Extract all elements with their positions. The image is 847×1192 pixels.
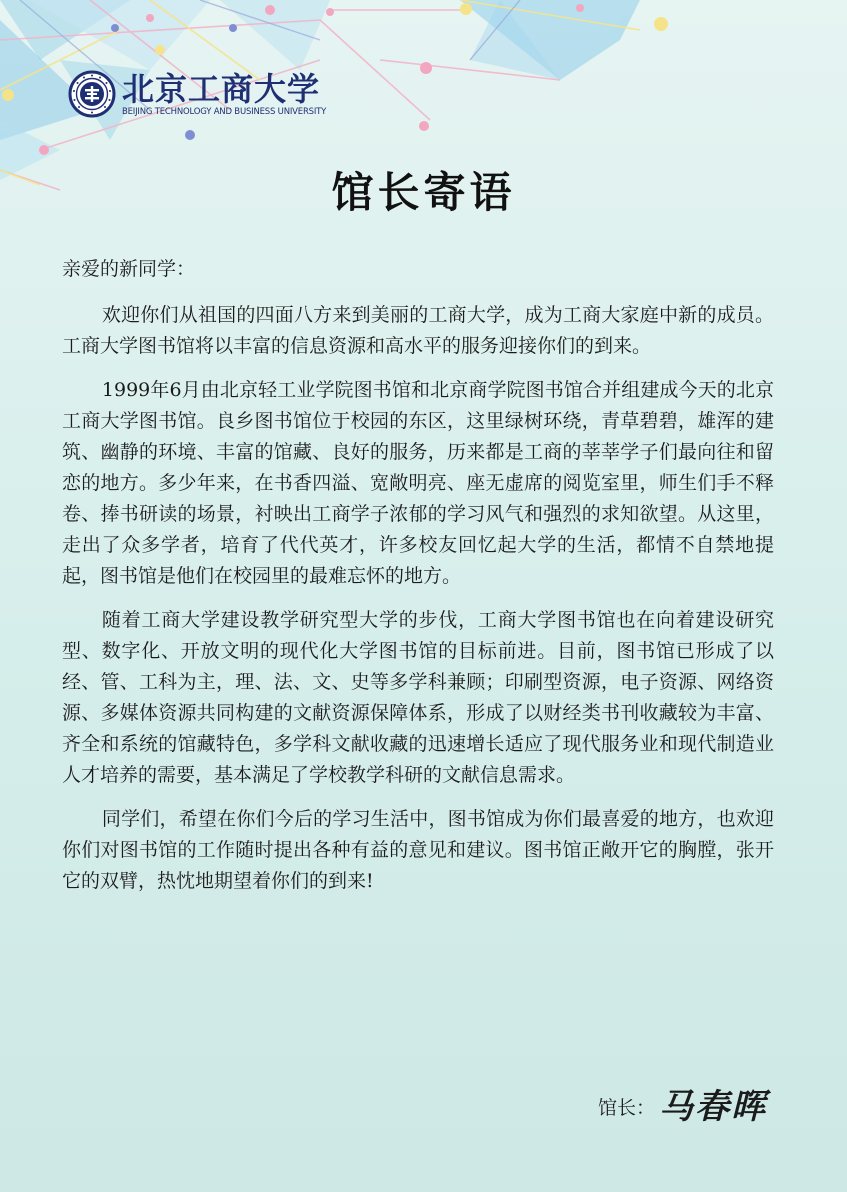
salutation: 亲爱的新同学： [62,258,196,280]
signature-label: 馆长： [598,1096,656,1119]
university-seal-icon [68,70,116,118]
signature-block [598,1080,777,1132]
university-logo [68,70,326,118]
paragraph-4: 同学们，希望在你们今后的学习生活中，图书馆成为你们最喜爱的地方，也欢迎你们对图书馆的工作随时提出各种有益的意见和建议。图书馆正敞开它的胸膛，张开它的双臂，热忱地期望着你们的到来! [62,808,774,892]
signature-name: 马春晖 [659,1087,768,1127]
paragraph-3: 随着工商大学建设教学研究型大学的步伐，工商大学图书馆也在向着建设研究型、数字化、开放文明的现代化大学图书馆的目标前进。目前，图书馆已形成了以经、管、工科为主，理、法、文、史等多学科兼顾；印刷型资源，电子资源、网络资源、多媒体资源共同构建的文献资源保障体系，形成了以财经类书刊收藏较为丰富、齐全和系统的馆藏特色，多学科文献收藏的迅速增长适应了现代服务业和现代制造业人才培养的需要，基本满足了学校教学科研的文献信息需求。 [62,609,774,786]
letter-body [62,254,774,910]
paragraph-2: 1999年6月由北京轻工业学院图书馆和北京商学院图书馆合并组建成今天的北京工商大学图书馆。良乡图书馆位于校园的东区，这里绿树环绕，青草碧碧，雄浑的建筑、幽静的环境、丰富的馆藏、良好的服务，历来都是工商的莘莘学子们最向往和留恋的地方。多少年来，在书香四溢、宽敞明亮、座无虚席的阅览室里，师生们手不释卷、捧书研读的场景，衬映出工商学子浓郁的学习风气和强烈的求知欲望。从这里，走出了众多学者，培育了代代英才，许多校友回忆起大学的生活，都情不自禁地提起，图书馆是他们在校园里的最难忘怀的地方。 [62,379,774,587]
university-name-en: BEIJING TECHNOLOGY AND BUSINESS UNIVERSITY [122,106,327,117]
paragraph-1: 欢迎你们从祖国的四面八方来到美丽的工商大学，成为工商大家庭中新的成员。工商大学图书馆将以丰富的信息资源和高水平的服务迎接你们的到来。 [62,304,774,357]
university-name-cn: 北京工商大学 [122,69,321,108]
handwritten-signature [657,1080,777,1132]
page-title: 馆长寄语 [331,168,516,217]
